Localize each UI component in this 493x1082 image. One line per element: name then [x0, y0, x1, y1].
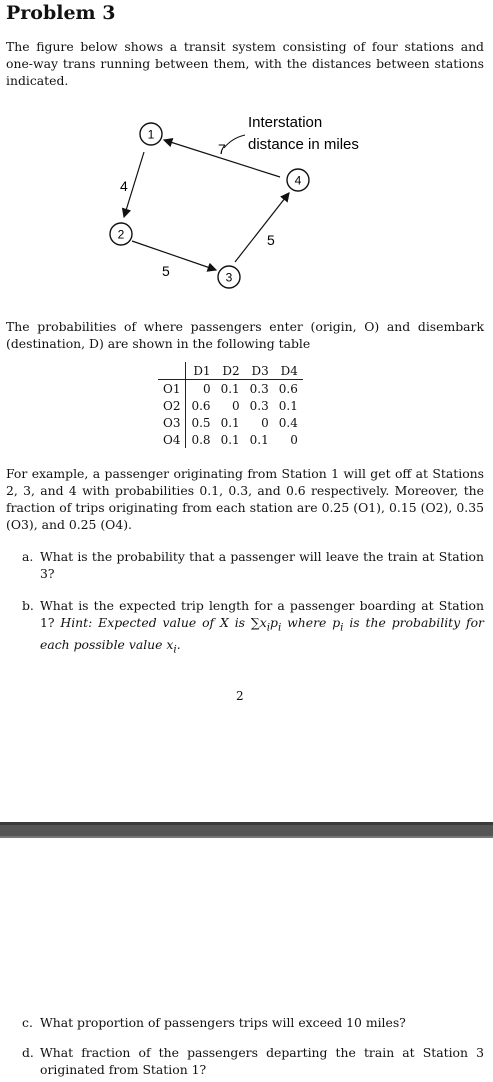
table-row	[158, 380, 303, 398]
table-cell: 0.3	[249, 381, 269, 396]
distance-label-1-2: 4	[120, 178, 128, 194]
station-3-label: 3	[225, 270, 233, 285]
row-label: O1	[158, 380, 186, 398]
example-paragraph: For example, a passenger originating from Station 1 will get off at Stations 2, 3, and 4 with probabilities 0.1, 0.3, and 0.6 respectively. Moreover, the fraction of trips originating from each station are 0.25 (O1), 0.15 (O2), 0.35 (O3), and 0.25 (O4).	[6, 466, 484, 532]
probability-intro: The probabilities of where passengers enter (origin, O) and disembark (destination, D) are shown in the following table	[6, 319, 484, 351]
problem-title: Problem 3	[6, 2, 116, 24]
table-cell: 0.6	[191, 398, 211, 413]
page-number: 2	[236, 689, 244, 703]
distance-label-3-4: 5	[267, 232, 275, 248]
question-c-text: What proportion of passengers trips will exceed 10 miles?	[40, 1015, 406, 1030]
station-2-label: 2	[117, 227, 125, 242]
question-b-body	[40, 597, 484, 659]
row-label: O4	[158, 431, 186, 448]
table-cell: 0.5	[191, 415, 211, 430]
question-c	[22, 1014, 484, 1031]
table-cell: 0.3	[249, 398, 269, 413]
station-4-label: 4	[294, 173, 302, 188]
question-d	[22, 1044, 484, 1078]
table-cell: 0	[232, 398, 240, 413]
intro-paragraph: The figure below shows a transit system consisting of four stations and one-way trans running between them, with the distances between stations indicated.	[6, 39, 484, 88]
question-b-hint: Hint: Expected value of X is $\sum x_ip_i$ where $p_i$ is the probability for each possible value $x_i$.	[40, 615, 484, 656]
table-row	[158, 431, 303, 448]
question-a-label: a.	[22, 549, 34, 564]
question-a-text: What is the probability that a passenger will leave the train at Station 3?	[40, 549, 484, 581]
question-b-label: b.	[22, 598, 34, 613]
table-cell: 0.1	[220, 432, 240, 447]
table-row	[158, 414, 303, 431]
table-cell: 0.1	[220, 381, 240, 396]
table-row	[158, 397, 303, 414]
question-c-label: c.	[22, 1015, 33, 1030]
table-cell: 0	[290, 432, 298, 447]
table-cell: 0	[202, 381, 211, 396]
table-header-d4: D4	[274, 362, 303, 380]
station-1-node	[140, 123, 162, 145]
station-4-node	[287, 169, 309, 191]
table-corner	[158, 362, 186, 380]
question-b-text: What is the expected trip length for a passenger boarding at Station 1?	[40, 598, 484, 630]
table-cell: 0.1	[278, 398, 298, 413]
od-probability-table	[158, 362, 303, 448]
station-3-node	[218, 266, 240, 288]
table-cell: 0.1	[220, 415, 240, 430]
row-label: O3	[158, 414, 186, 431]
table-header-d1: D1	[186, 362, 216, 380]
legend-line-2: distance in miles	[248, 136, 359, 153]
table-cell: 0	[261, 415, 269, 430]
page-divider	[0, 822, 493, 838]
table-header-row	[158, 362, 303, 380]
edge-2-to-3	[132, 241, 216, 270]
table-header-d3: D3	[245, 362, 274, 380]
row-label: O2	[158, 397, 186, 414]
table-cell: 0.8	[191, 432, 211, 447]
legend-line-1: Interstation	[248, 114, 323, 131]
table-cell: 0.6	[278, 381, 298, 396]
station-1-label: 1	[147, 127, 155, 142]
table-cell: 0.1	[249, 432, 269, 447]
question-a	[22, 548, 484, 582]
distance-label-4-1: 7	[218, 141, 226, 157]
edge-3-to-4	[235, 193, 289, 262]
question-d-text: What fraction of the passengers departing the train at Station 3 originated from Station 1?	[40, 1045, 484, 1077]
question-b	[22, 597, 484, 659]
legend-leader	[224, 135, 245, 148]
distance-label-2-3: 5	[162, 263, 170, 279]
station-2-node	[110, 223, 132, 245]
transit-diagram	[100, 110, 390, 300]
question-d-label: d.	[22, 1045, 34, 1060]
table-cell: 0.4	[278, 415, 298, 430]
table-header-d2: D2	[216, 362, 245, 380]
